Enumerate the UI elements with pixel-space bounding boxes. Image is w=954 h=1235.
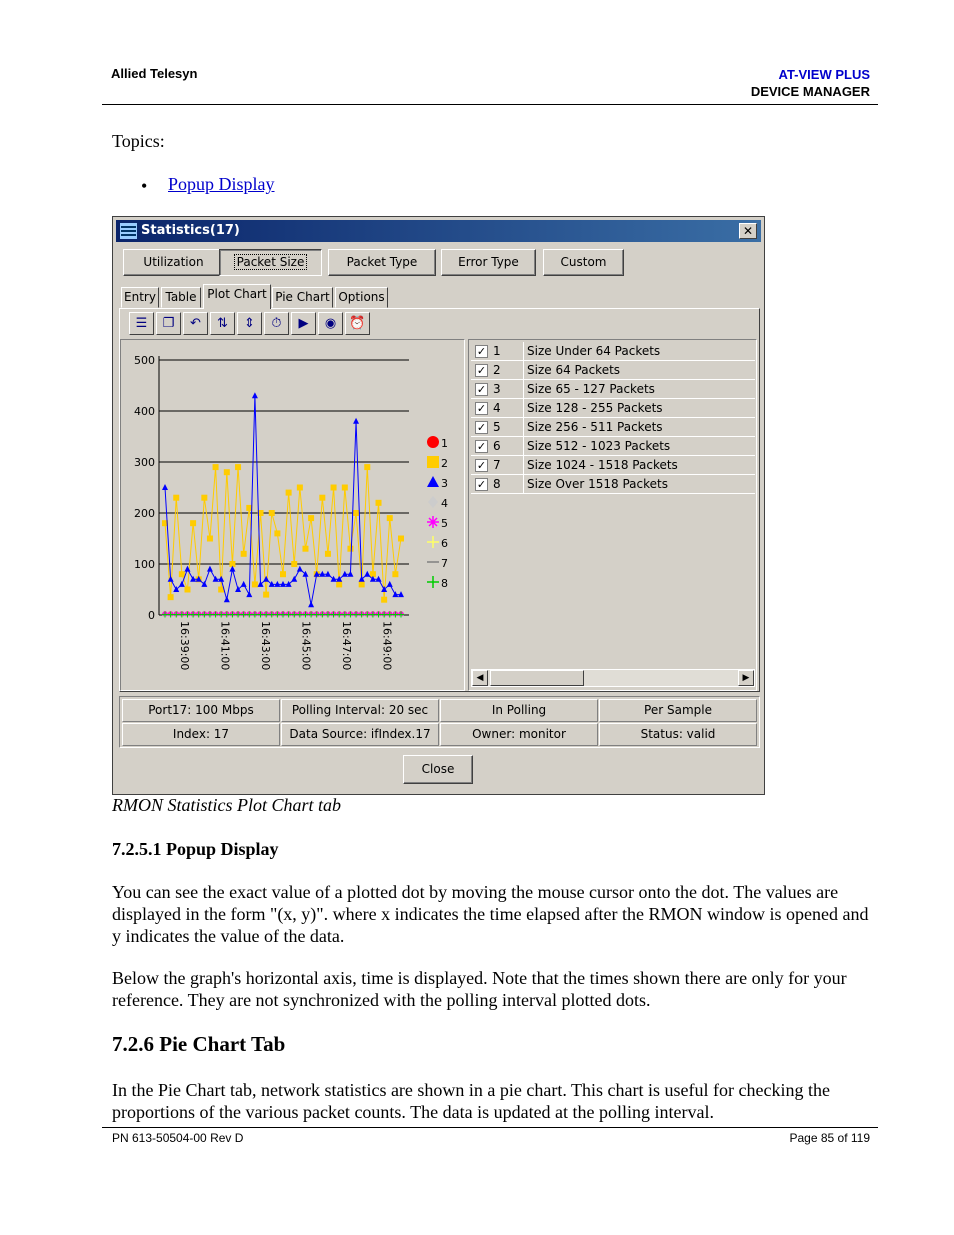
scroll-left-icon[interactable]: ◀ <box>472 670 488 686</box>
data-point <box>381 586 387 592</box>
paragraph-pie: In the Pie Chart tab, network statistics are shown in a pie chart. This chart is useful for checking the proportions of the various packet counts. The data is updated at the polling interval. <box>112 1080 830 1122</box>
data-point <box>274 530 280 536</box>
series-name: Size Under 64 Packets <box>527 344 661 358</box>
plot-chart-area[interactable] <box>120 339 465 691</box>
legend-marker <box>427 456 439 468</box>
checkbox-checked[interactable]: ✓ <box>476 364 487 377</box>
status-mode: Per Sample <box>599 699 757 722</box>
horizontal-scrollbar[interactable] <box>471 669 755 687</box>
heading-popup-display: 7.2.5.1 Popup Display <box>112 839 279 859</box>
button-error-type[interactable] <box>441 249 536 276</box>
scroll-right-icon[interactable]: ▶ <box>738 670 754 686</box>
data-point <box>207 566 213 572</box>
series-number: 1 <box>493 344 501 358</box>
legend-marker <box>427 576 439 588</box>
data-point <box>291 561 297 567</box>
data-point <box>387 515 393 521</box>
legend-label: 7 <box>441 557 448 570</box>
series-list-item[interactable] <box>471 399 755 418</box>
legend-label: 3 <box>441 477 448 490</box>
x-tick-label: 16:39:00 <box>178 621 191 671</box>
x-tick-label: 16:49:00 <box>380 621 394 671</box>
series-number: 7 <box>493 458 501 472</box>
data-point <box>184 587 190 593</box>
data-point <box>213 464 219 470</box>
data-point <box>235 464 241 470</box>
data-point <box>258 581 264 587</box>
alarm-icon[interactable]: ⏰ <box>345 312 370 335</box>
data-point <box>353 510 359 516</box>
data-point <box>336 576 342 582</box>
checkbox-checked[interactable]: ✓ <box>476 402 487 415</box>
data-point <box>376 500 382 506</box>
button-label: Utilization <box>143 255 204 269</box>
series-list-item[interactable] <box>471 418 755 437</box>
data-point <box>286 490 292 496</box>
series-number: 4 <box>493 401 501 415</box>
column-divider <box>523 418 524 437</box>
data-point <box>241 551 247 557</box>
data-point <box>263 592 269 598</box>
checkbox-checked[interactable]: ✓ <box>476 459 487 472</box>
series-list-item[interactable] <box>471 475 755 494</box>
series-list <box>468 339 757 691</box>
x-tick-label: 16:41:00 <box>218 621 232 671</box>
data-point <box>190 520 196 526</box>
company-name: Allied Telesyn <box>111 66 198 81</box>
y-tick-label: 300 <box>134 456 155 469</box>
series-list-item[interactable] <box>471 361 755 380</box>
status-polling-state: In Polling <box>440 699 598 722</box>
data-point <box>359 576 365 582</box>
clock-icon[interactable]: ⏱ <box>264 312 289 335</box>
legend-label: 1 <box>441 437 448 450</box>
data-point <box>179 571 185 577</box>
data-point <box>347 546 353 552</box>
series-name: Size 1024 - 1518 Packets <box>527 458 678 472</box>
legend-marker <box>428 496 438 508</box>
series-name: Size 64 Packets <box>527 363 621 377</box>
data-point <box>207 536 213 542</box>
series-number: 2 <box>493 363 501 377</box>
data-point <box>168 594 174 600</box>
tab-table[interactable]: Table <box>161 287 201 308</box>
data-point <box>342 485 348 491</box>
y-tick-label: 200 <box>134 507 155 520</box>
series-list-item[interactable] <box>471 437 755 456</box>
data-point <box>252 581 258 587</box>
data-point <box>297 566 303 572</box>
popup-display-link[interactable]: Popup Display <box>168 174 275 194</box>
x-tick-label: 16:43:00 <box>259 621 272 671</box>
data-point <box>190 576 196 582</box>
legend-label: 4 <box>441 497 448 510</box>
y-tick-label: 100 <box>134 558 155 571</box>
data-point <box>246 591 252 597</box>
data-point <box>376 576 382 582</box>
x-tick-label: 16:45:00 <box>299 621 313 671</box>
grid-icon <box>120 223 137 239</box>
close-icon[interactable]: ✕ <box>739 223 757 239</box>
status-panel <box>119 696 760 748</box>
data-point <box>241 581 247 587</box>
series-name: Size 256 - 511 Packets <box>527 420 663 434</box>
data-point <box>398 536 404 542</box>
legend-label: 6 <box>441 537 448 550</box>
header-right <box>751 66 870 100</box>
record-icon[interactable]: ◉ <box>318 312 343 335</box>
tab-entry[interactable]: Entry <box>121 287 159 308</box>
y-tick-label: 0 <box>148 609 155 622</box>
legend-label: 2 <box>441 457 448 470</box>
layers-icon[interactable]: ❐ <box>156 312 181 335</box>
data-point <box>398 591 404 597</box>
status-index: Index: 17 <box>122 723 280 746</box>
data-point <box>359 581 365 587</box>
button-label: Packet Type <box>346 255 418 269</box>
paragraph-axis: Below the graph's horizontal axis, time is displayed. Note that the times shown there are only for your reference. They are not synchronized with the polling interval plotted dots. <box>112 968 847 1010</box>
series-number: 6 <box>493 439 501 453</box>
column-divider <box>523 437 524 456</box>
tab-options[interactable]: Options <box>335 287 388 308</box>
button-label: Error Type <box>458 255 519 269</box>
data-point <box>201 581 207 587</box>
data-point <box>325 551 331 557</box>
paragraph-popup: You can see the exact value of a plotted dot by moving the mouse cursor onto the dot. The values are displayed in the form "(x, y)". where x indicates the time elapsed after the RMON window is opened and y indicates the value of the data. <box>112 882 869 946</box>
window-titlebar <box>116 220 761 242</box>
footer-rule <box>102 1127 878 1128</box>
checkbox-checked[interactable]: ✓ <box>476 440 487 453</box>
data-point <box>168 576 174 582</box>
data-point <box>364 464 370 470</box>
column-divider <box>523 456 524 475</box>
data-point <box>252 392 258 398</box>
column-divider <box>523 361 524 380</box>
button-custom[interactable] <box>543 249 624 276</box>
y-tick-label: 400 <box>134 405 155 418</box>
undo-icon[interactable]: ↶ <box>183 312 208 335</box>
close-button[interactable]: Close <box>403 755 473 784</box>
checkbox-checked[interactable]: ✓ <box>476 478 487 491</box>
play-icon[interactable]: ▶ <box>291 312 316 335</box>
button-packet-type[interactable] <box>328 249 436 276</box>
button-utilization[interactable] <box>123 249 224 276</box>
tab-plot-chart[interactable]: Plot Chart <box>203 284 271 309</box>
data-point <box>263 576 269 582</box>
series-number: 5 <box>493 420 501 434</box>
data-point <box>224 469 230 475</box>
page-number: Page 85 of 119 <box>789 1131 870 1145</box>
status-valid: Status: valid <box>599 723 757 746</box>
checkbox-checked[interactable]: ✓ <box>476 345 487 358</box>
product-name: AT-VIEW PLUS <box>778 67 870 82</box>
data-point <box>291 576 297 582</box>
checkbox-checked[interactable]: ✓ <box>476 383 487 396</box>
data-point <box>336 581 342 587</box>
column-divider <box>523 380 524 399</box>
data-point <box>387 581 393 587</box>
data-point <box>364 571 370 577</box>
part-number: PN 613-50504-00 Rev D <box>112 1131 244 1145</box>
checkbox-checked[interactable]: ✓ <box>476 421 487 434</box>
column-divider <box>523 475 524 494</box>
button-label: Custom <box>560 255 607 269</box>
scroll-thumb[interactable] <box>490 670 584 686</box>
legend-marker <box>427 536 439 548</box>
data-point <box>173 495 179 501</box>
data-point <box>392 591 398 597</box>
section-name: DEVICE MANAGER <box>750 84 870 99</box>
bullet: • <box>141 176 148 196</box>
series-list-item[interactable] <box>471 342 755 361</box>
data-point <box>280 571 286 577</box>
tab-pie-chart[interactable]: Pie Chart <box>272 287 333 308</box>
topics-label: Topics: <box>112 131 165 151</box>
data-point <box>331 485 337 491</box>
header-rule <box>102 104 878 105</box>
data-point <box>308 601 314 607</box>
series-name: Size 65 - 127 Packets <box>527 382 655 396</box>
data-point <box>179 581 185 587</box>
data-point <box>302 546 308 552</box>
expand-vertical-icon[interactable]: ⇕ <box>237 312 262 335</box>
legend-marker <box>427 476 439 487</box>
series-number: 3 <box>493 382 501 396</box>
y-tick-label: 500 <box>134 354 155 367</box>
up-down-icon[interactable]: ⇅ <box>210 312 235 335</box>
window-title: Statistics(17) <box>141 223 240 238</box>
figure-caption: RMON Statistics Plot Chart tab <box>112 795 342 815</box>
data-point <box>173 586 179 592</box>
plot-chart <box>121 340 464 690</box>
data-point <box>319 495 325 501</box>
heading-pie-chart-tab: 7.2.6 Pie Chart Tab <box>112 1032 286 1056</box>
status-data-source: Data Source: ifIndex.17 <box>281 723 439 746</box>
stack-icon[interactable]: ☰ <box>129 312 154 335</box>
series-name: Size 128 - 255 Packets <box>527 401 663 415</box>
data-point <box>224 596 230 602</box>
button-packet-size[interactable] <box>219 249 322 276</box>
column-divider <box>523 399 524 418</box>
status-owner: Owner: monitor <box>440 723 598 746</box>
series-list-item[interactable] <box>471 456 755 475</box>
data-point <box>201 495 207 501</box>
data-point <box>392 571 398 577</box>
series-name: Size 512 - 1023 Packets <box>527 439 671 453</box>
legend-label: 8 <box>441 577 448 590</box>
legend-label: 5 <box>441 517 448 530</box>
legend-marker <box>427 436 439 448</box>
status-port: Port17: 100 Mbps <box>122 699 280 722</box>
column-divider <box>523 342 524 361</box>
data-point <box>218 576 224 582</box>
series-list-item[interactable] <box>471 380 755 399</box>
data-point <box>381 597 387 603</box>
data-point <box>297 485 303 491</box>
status-polling-interval: Polling Interval: 20 sec <box>281 699 439 722</box>
button-label: Packet Size <box>236 255 305 269</box>
legend-marker <box>427 516 439 528</box>
series-name: Size Over 1518 Packets <box>527 477 668 491</box>
series-number: 8 <box>493 477 501 491</box>
data-point <box>331 576 337 582</box>
data-point <box>308 515 314 521</box>
data-point <box>162 484 168 490</box>
data-point <box>269 510 275 516</box>
statistics-window <box>112 216 765 795</box>
x-tick-label: 16:47:00 <box>340 621 353 671</box>
data-point <box>213 576 219 582</box>
data-point <box>302 571 308 577</box>
data-point <box>353 418 359 424</box>
data-point <box>235 586 241 592</box>
